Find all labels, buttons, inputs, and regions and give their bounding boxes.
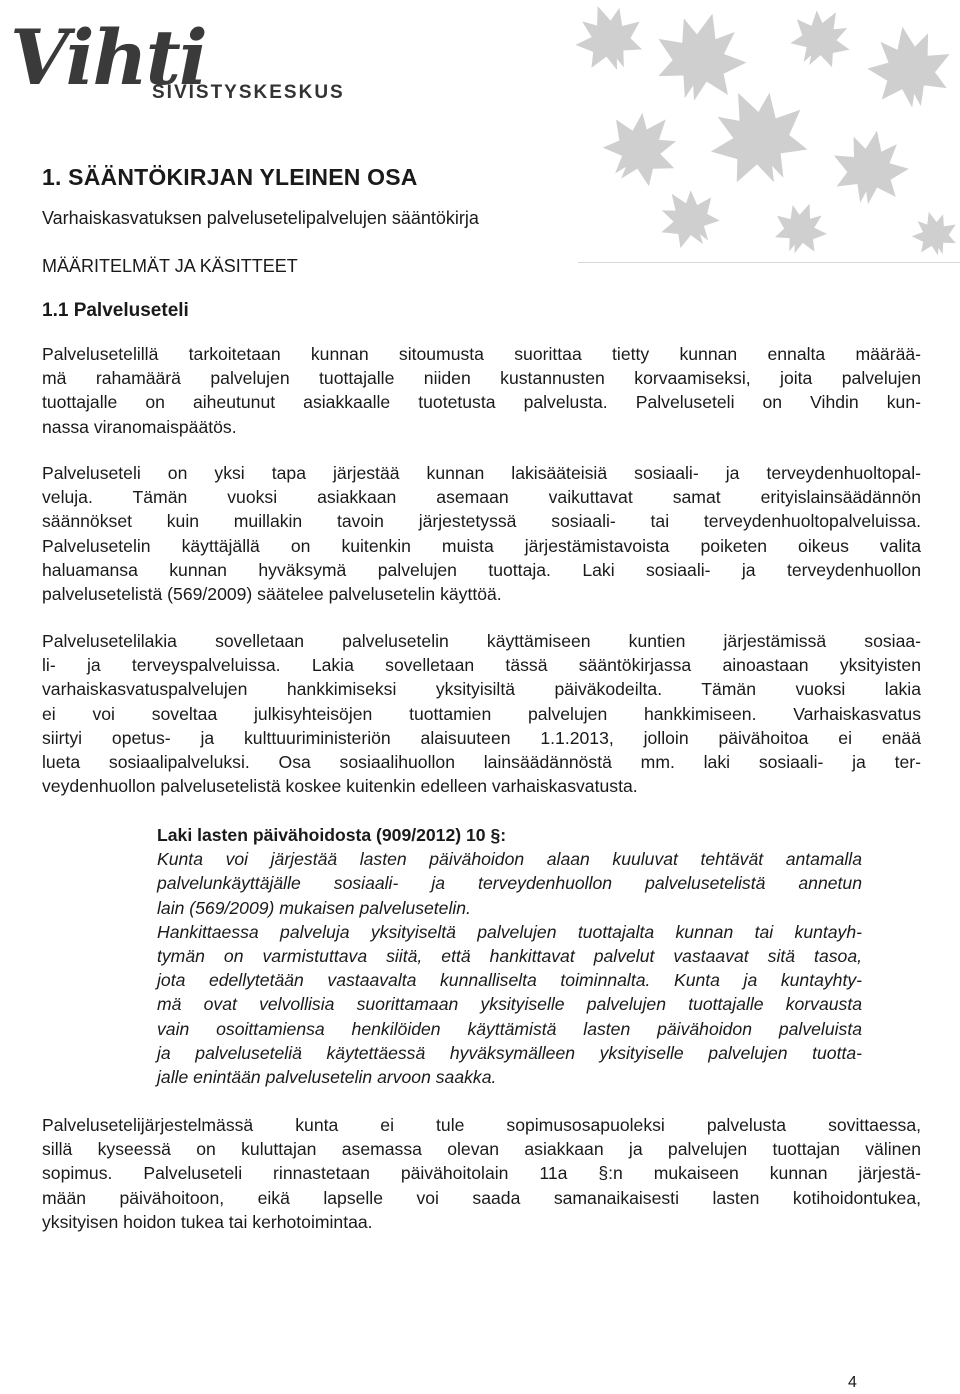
logo-subtitle: SIVISTYSKESKUS xyxy=(152,82,345,103)
text-line: sopimus. Palveluseteli rinnastetaan päivähoitolain 11a §:n mukaiseen kunnan järjestä- xyxy=(42,1163,921,1184)
paragraph-3 xyxy=(42,629,921,798)
text-line: haluamansa kunnan hyväksymä palvelujen tuottaja. Laki sosiaali- ja terveydenhuollon xyxy=(42,559,921,580)
text-line: Palvelusetelillä tarkoitetaan kunnan sitoumusta suorittaa tietty kunnan ennalta määrää- xyxy=(42,344,921,364)
section-heading: 1.1 Palveluseteli xyxy=(42,300,189,321)
quote-line: mä ovat velvollisia suorittamaan yksityiselle palvelujen tuottajalle korvausta xyxy=(157,994,862,1015)
text-line: veydenhuollon palvelusetelistä koskee kuitenkin edelleen varhaiskasvatusta. xyxy=(42,776,638,797)
text-line: säännökset kuin muillakin tavoin järjestetyssä sosiaali- tai terveydenhuoltopalveluissa. xyxy=(42,511,921,532)
quote-line: Hankittaessa palveluja yksityiseltä palvelujen tuottajalta kunnan tai kuntayh- xyxy=(157,921,862,942)
text-line: Palvelusetelin käyttäjällä on kuitenkin muista järjestämistavoista poiketen oikeus valita xyxy=(42,535,921,556)
paragraph-4 xyxy=(42,1113,921,1234)
maple-leaves-decoration xyxy=(570,0,960,262)
quote-line: tymän on varmistuttava siitä, että hankittavat palvelut vastaavat sitä tasoa, xyxy=(157,946,862,967)
law-quote-heading: Laki lasten päivähoidosta (909/2012) 10 §: xyxy=(157,825,507,845)
text-line: siirtyi opetus- ja kulttuuriministeriön alaisuuteen 1.1.2013, jolloin päivähoitoa ei enää xyxy=(42,727,921,748)
text-line: ei voi soveltaa julkisyhteisöjen tuottamien palvelujen hankkimiseen. Varhaiskasvatus xyxy=(42,703,921,724)
quote-line: jota edellytetään vastaavalta kunnalliselta toiminnalta. Kunta ja kuntayhty- xyxy=(157,970,862,991)
document-subtitle: Varhaiskasvatuksen palvelusetelipalvelujen sääntökirja xyxy=(42,208,479,228)
text-line: sillä kyseessä on kuluttajan asemassa olevan asiakkaan ja palvelujen tuottajan välinen xyxy=(42,1139,921,1160)
quote-line: lain (569/2009) mukaisen palvelusetelin. xyxy=(157,897,471,918)
text-line: lueta sosiaalipalveluksi. Osa sosiaalihuollon lainsäädännöstä mm. laki sosiaali- ja ter- xyxy=(42,752,921,773)
text-line: tuottajalle on aiheutunut asiakkaalle tuotetusta palvelusta. Palveluseteli on Vihdin kun- xyxy=(42,392,921,413)
quote-line: jalle enintään palvelusetelin arvoon saakka. xyxy=(157,1067,497,1088)
text-line: mään päivähoitoon, eikä lapselle voi saada samanaikaisesti lasten kotihoidontukea, xyxy=(42,1187,921,1208)
vihti-logo: Vihti xyxy=(10,13,206,102)
document-title: 1. SÄÄNTÖKIRJAN YLEINEN OSA xyxy=(42,164,418,190)
text-line: Palveluseteli on yksi tapa järjestää kunnan lakisääteisiä sosiaali- ja terveydenhuoltopal- xyxy=(42,463,921,483)
text-line: Palvelusetelilakia sovelletaan palvelusetelin käyttämiseen kuntien järjestämissä sosiaa- xyxy=(42,631,921,651)
paragraph-1 xyxy=(42,342,921,439)
quote-line: palvelunkäyttäjälle sosiaali- ja terveydenhuollon palvelusetelistä annetun xyxy=(157,873,862,894)
definitions-heading: MÄÄRITELMÄT JA KÄSITTEET xyxy=(42,256,298,276)
text-line: varhaiskasvatuspalvelujen hankkimiseksi yksityisiltä päiväkodeilta. Tämän vuoksi lakia xyxy=(42,679,921,700)
header-divider xyxy=(578,262,960,263)
text-line: li- ja terveyspalveluissa. Lakia sovelletaan tässä sääntökirjassa ainoastaan yksityisten xyxy=(42,655,921,676)
quote-line: Kunta voi järjestää lasten päivähoidon alaan kuuluvat tehtävät antamalla xyxy=(157,849,862,870)
text-line: yksityisen hoidon tukea tai kerhotoimintaa. xyxy=(42,1211,373,1232)
text-line: mä rahamäärä palvelujen tuottajalle niiden kustannusten korvaamiseksi, joita palvelujen xyxy=(42,368,921,389)
text-line: palvelusetelistä (569/2009) säätelee palvelusetelin käyttöä. xyxy=(42,584,502,605)
quote-line: ja palveluseteliä käytettäessä hyväksymälleen yksityiselle palvelujen tuotta- xyxy=(157,1042,862,1063)
page-number: 4 xyxy=(848,1374,857,1391)
quote-line: vain osoittamiensa henkilöiden käyttämistä lasten päivähoidon palveluista xyxy=(157,1018,862,1039)
text-line: veluja. Tämän vuoksi asiakkaan asemaan vaikuttavat samat erityislainsäädännön xyxy=(42,487,921,508)
paragraph-2 xyxy=(42,461,921,606)
text-line: nassa viranomaispäätös. xyxy=(42,416,237,437)
law-quote xyxy=(157,823,862,1089)
text-line: Palvelusetelijärjestelmässä kunta ei tule sopimusosapuoleksi palvelusta sovittaessa, xyxy=(42,1115,921,1135)
